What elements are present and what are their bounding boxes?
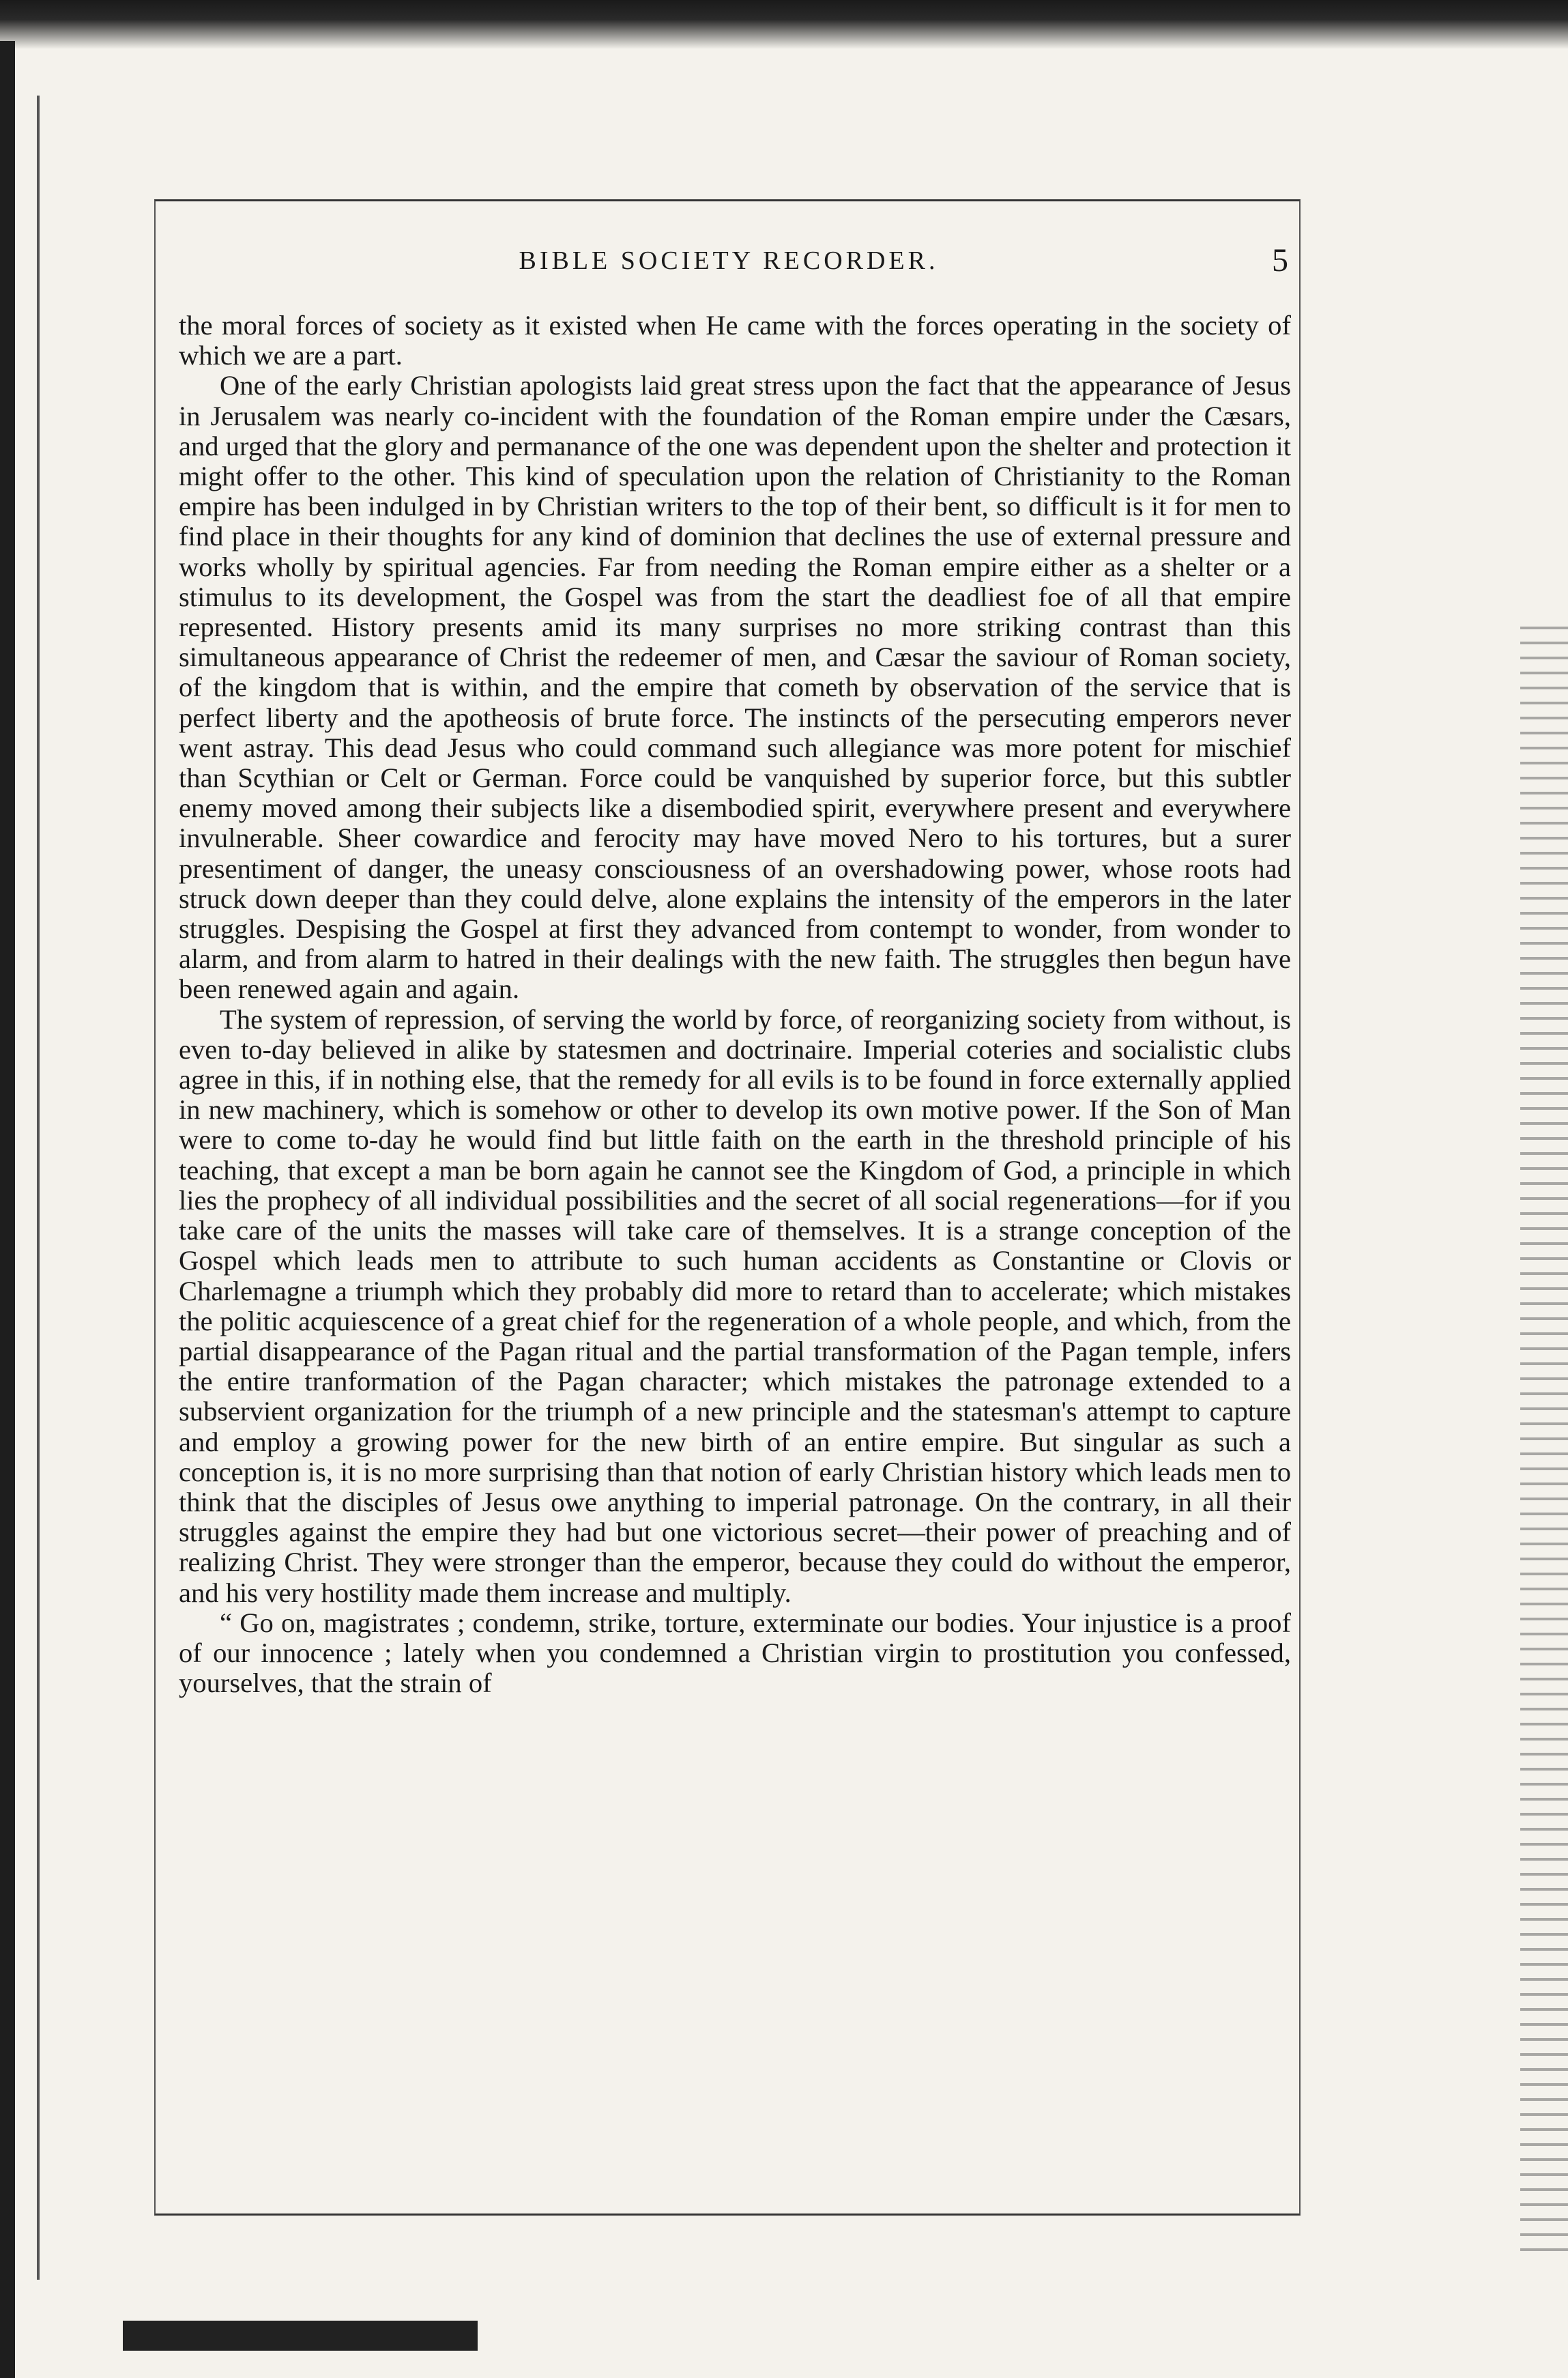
page-header [169, 242, 1288, 287]
paragraph: the moral forces of society as it existed when He came with the forces operating in the society of which we are a part. [179, 310, 1291, 371]
scan-left-rule [37, 96, 40, 2280]
scan-right-edge [1520, 614, 1568, 2252]
page-number: 5 [1272, 242, 1288, 278]
paragraph: “ Go on, magistrates ; condemn, strike, torture, exterminate our bodies. Your injustice is a proof of our innocence ; lately when you condemned a Christian virgin to prostitution you confessed, yourselves, that the strain of [179, 1607, 1291, 1699]
running-title: BIBLE SOCIETY RECORDER. [519, 246, 939, 275]
scan-bottom-edge [123, 2321, 478, 2351]
paragraph: One of the early Christian apologists laid great stress upon the fact that the appearance of Jesus in Jerusalem was nearly co-incident with the foundation of the Roman empire under the Cæsars, and urged that the glory and permanance of the one was dependent upon the shelter and protection it might offer to the other. This kind of speculation upon the relation of Christianity to the Roman empire has been indulged in by Christian writers to the top of their bent, so difficult is it for men to find place in their thoughts for any kind of dominion that declines the use of external pressure and works wholly by spiritual agencies. Far from needing the Roman empire either as a shelter or a stimulus to its development, the Gospel was from the start the deadliest foe of all that empire represented. History presents amid its many surprises no more striking contrast than this simultaneous appearance of Christ the redeemer of men, and Cæsar the saviour of Roman society, of the kingdom that is within, and the empire that cometh by observation of the service that is perfect liberty and the apotheosis of brute force. The instincts of the persecuting emperors never went astray. This dead Jesus who could command such allegiance was more potent for mischief than Scythian or Celt or German. Force could be vanquished by superior force, but this subtler enemy moved among their subjects like a disembodied spirit, everywhere present and everywhere invulnerable. Sheer cowardice and ferocity may have moved Nero to his tortures, but a surer presentiment of danger, the uneasy consciousness of an overshadowing power, whose roots had struck down deeper than they could delve, alone explains the intensity of the emperors in the later struggles. Despising the Gospel at first they advanced from contempt to wonder, from wonder to alarm, and from alarm to hatred in their dealings with the new faith. The struggles then begun have been renewed again and again. [179, 370, 1291, 1005]
scan-top-edge [0, 0, 1568, 49]
scan-left-binding [0, 41, 15, 2378]
article-body [179, 311, 1291, 1698]
paragraph: The system of repression, of serving the world by force, of reorganizing society from without, is even to-day believed in alike by statesmen and doctrinaire. Imperial coteries and socialistic clubs agree in this, if in nothing else, that the remedy for all evils is to be found in force externally applied in new machinery, which is somehow or other to develop its own motive power. If the Son of Man were to come to-day he would find but little faith on the earth in the threshold principle of his teaching, that except a man be born again he cannot see the Kingdom of God, a principle in which lies the prophecy of all individual possibilities and the secret of all social regenerations—for if you take care of the units the masses will take care of themselves. It is a strange conception of the Gospel which leads men to attribute to such human accidents as Constantine or Clovis or Charlemagne a triumph which they probably did more to retard than to accelerate; which mistakes the politic acquiescence of a great chief for the regeneration of a whole people, and which, from the partial disappearance of the Pagan ritual and the partial transformation of the Pagan temple, infers the entire tranformation of the Pagan character; which mistakes the patronage extended to a subservient organization for the triumph of a new principle and the statesman's attempt to capture and employ a growing power for the new birth of an entire empire. But singular as such a conception is, it is no more surprising than that notion of early Christian history which leads men to think that the disciples of Jesus owe anything to imperial patronage. On the contrary, in all their struggles against the empire they had but one victorious secret—their power of preaching and of realizing Christ. They were stronger than the emperor, because they could do without the emperor, and his very hostility made them increase and multiply. [179, 1003, 1291, 1608]
